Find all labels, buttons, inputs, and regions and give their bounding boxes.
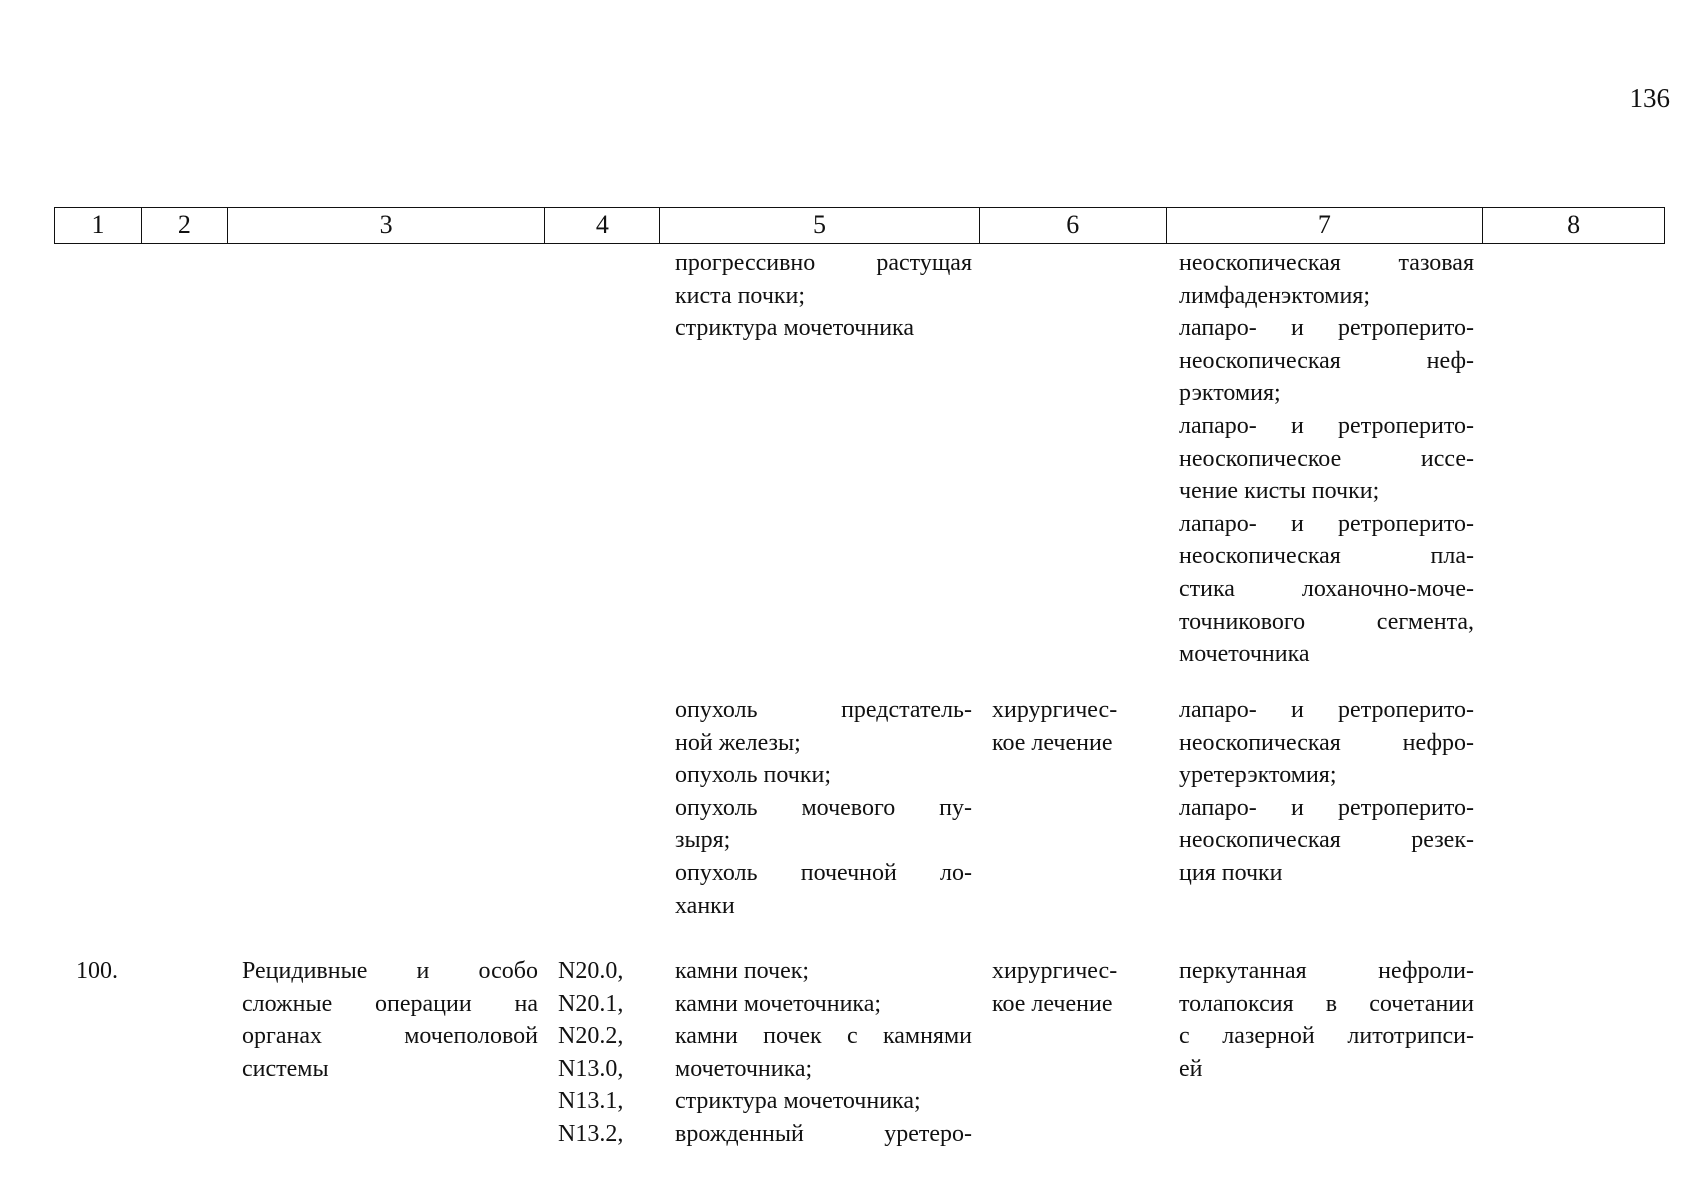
block3-col7-line: с лазерной литотрипси-	[1179, 1023, 1474, 1050]
block3-col4-line: N20.2,	[558, 1023, 624, 1050]
block3-col5-line: мочеточника;	[675, 1055, 813, 1082]
block3-col4-line: N13.1,	[558, 1088, 624, 1115]
block2-col6-line: хирургичес-	[992, 697, 1118, 723]
block3-col4-cell	[558, 955, 658, 1151]
table-header-row	[54, 207, 1665, 244]
header-col-2: 2	[142, 208, 228, 243]
block2-col5-line: ной железы;	[675, 729, 801, 756]
block2-col6-cell	[992, 694, 1152, 759]
block1-col7-line: лапаро- и ретроперито-	[1179, 315, 1474, 342]
header-col-4: 4	[545, 208, 660, 243]
block3-col3-line: органах мочеполовой	[242, 1023, 538, 1050]
block2-col5-line: опухоль почки;	[675, 762, 831, 789]
page-number: 136	[1629, 83, 1670, 113]
block2-col7-line: неоскопическая резек-	[1179, 827, 1474, 854]
block3-col4-line: N13.0,	[558, 1055, 624, 1082]
block3-col4-line: N13.2,	[558, 1120, 624, 1147]
block3-col3-line: Рецидивные и особо	[242, 958, 538, 984]
block3-col5-line: камни почек с камнями	[675, 1023, 972, 1050]
block1-col7-cell	[1179, 247, 1474, 671]
block3-col5-line: камни почек;	[675, 958, 810, 984]
block1-col7-line: неоскопическая неф-	[1179, 347, 1474, 374]
block3-col6-line: хирургичес-	[992, 958, 1118, 984]
block3-col5-line: камни мочеточника;	[675, 990, 882, 1017]
header-col-8: 8	[1567, 210, 1581, 239]
block2-col7-line: лапаро- и ретроперито-	[1179, 697, 1474, 723]
block2-col5-line: ханки	[675, 892, 735, 919]
block3-col7-line: перкутанная нефроли-	[1179, 958, 1474, 984]
block1-col7-line: неоскопическое иссе-	[1179, 445, 1474, 472]
header-col-3: 3	[228, 208, 546, 243]
block2-col5-cell	[675, 694, 972, 922]
block2-col5-line: опухоль предстатель-	[675, 697, 972, 723]
header-col-6: 6	[980, 208, 1167, 243]
header-col-5: 5	[660, 208, 980, 243]
block3-col3-line: системы	[242, 1055, 329, 1082]
block3-col5-cell	[675, 955, 972, 1151]
block1-col7-line: стика лоханочно-моче-	[1179, 575, 1474, 602]
block1-col7-line: неоскопическая тазовая	[1179, 250, 1474, 276]
block1-col7-line: чение кисты почки;	[1179, 478, 1380, 505]
block3-col4-line: N20.0,	[558, 958, 624, 984]
block3-col4-line: N20.1,	[558, 990, 624, 1017]
block3-col3-cell	[242, 955, 538, 1085]
block1-col7-line: точникового сегмента,	[1179, 608, 1474, 635]
block1-col5-line: стриктура мочеточника	[675, 315, 914, 342]
row-number: 100.	[76, 958, 118, 984]
block2-col7-line: лапаро- и ретроперито-	[1179, 794, 1474, 821]
block3-col7-line: толапоксия в сочетании	[1179, 990, 1474, 1017]
block2-col7-line: уретерэктомия;	[1179, 762, 1337, 789]
block2-col7-cell	[1179, 694, 1474, 890]
block3-col6-cell	[992, 955, 1152, 1020]
block3-col7-cell	[1179, 955, 1474, 1085]
block1-col7-line: лапаро- и ретроперито-	[1179, 412, 1474, 439]
block3-col3-line: сложные операции на	[242, 990, 538, 1017]
block2-col5-line: опухоль почечной ло-	[675, 859, 972, 886]
block3-col5-line: стриктура мочеточника;	[675, 1088, 921, 1115]
header-col-1: 1	[55, 208, 142, 243]
block1-col5-cell	[675, 247, 972, 345]
block1-col7-line: неоскопическая пла-	[1179, 543, 1474, 570]
block3-col6-line: кое лечение	[992, 990, 1113, 1017]
block3-col5-line: врожденный уретеро-	[675, 1120, 972, 1147]
block2-col6-line: кое лечение	[992, 729, 1113, 756]
block2-col5-line: опухоль мочевого пу-	[675, 794, 972, 821]
block1-col7-line: лимфаденэктомия;	[1179, 282, 1371, 309]
block3-col7-line: ей	[1179, 1055, 1203, 1082]
block2-col7-line: ция почки	[1179, 859, 1283, 886]
block1-col5-line: прогрессивно растущая	[675, 250, 972, 276]
block1-col7-line: мочеточника	[1179, 641, 1310, 668]
header-col-7: 7	[1167, 208, 1484, 243]
block1-col7-line: лапаро- и ретроперито-	[1179, 510, 1474, 537]
block1-col7-line: рэктомия;	[1179, 380, 1281, 407]
block2-col7-line: неоскопическая нефро-	[1179, 729, 1474, 756]
block1-col5-line: киста почки;	[675, 282, 806, 309]
block2-col5-line: зыря;	[675, 827, 731, 854]
